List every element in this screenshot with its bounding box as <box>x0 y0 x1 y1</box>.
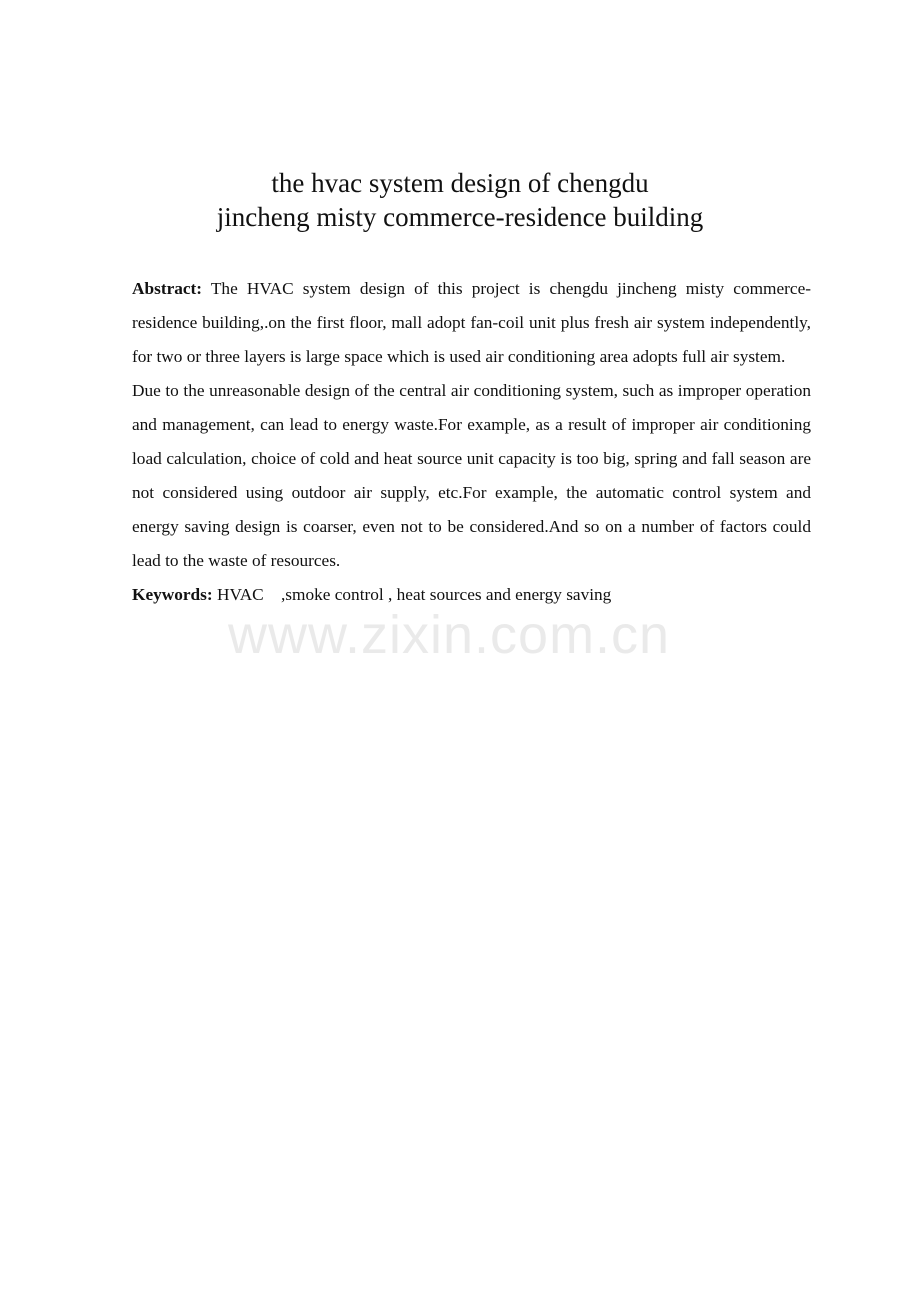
title-line-2: jincheng misty commerce-residence building <box>216 202 704 232</box>
abstract-text-2: Due to the unreasonable design of the central air conditioning system, such as improper operation and management, can lead to energy waste.For example, as a result of improper air conditioning load calculation, choice of cold and heat source unit capacity is too big, spring and fall season are not considered using outdoor air supply, etc.For example, the automatic control system and energy saving design is coarser, even not to be considered.And so on a number of factors could lead to the waste of resources. <box>132 381 811 570</box>
watermark: www.zixin.com.cn <box>228 605 671 665</box>
keywords-line <box>132 578 811 612</box>
abstract-section <box>132 272 811 612</box>
keywords-label: Keywords: <box>132 585 213 604</box>
document-title <box>0 166 920 234</box>
abstract-paragraph-1 <box>132 272 811 374</box>
abstract-paragraph-2 <box>132 374 811 578</box>
keywords-text: HVAC ,smoke control , heat sources and energy saving <box>216 585 612 604</box>
abstract-label: Abstract: <box>132 279 203 298</box>
title-line-1: the hvac system design of chengdu <box>271 168 649 198</box>
abstract-text-1: The HVAC system design of this project is chengdu jincheng misty commerce-residence building,.on the first floor, mall adopt fan-coil unit plus fresh air system independently, for two or three layers is large space which is used air conditioning area adopts full air system. <box>132 279 811 366</box>
